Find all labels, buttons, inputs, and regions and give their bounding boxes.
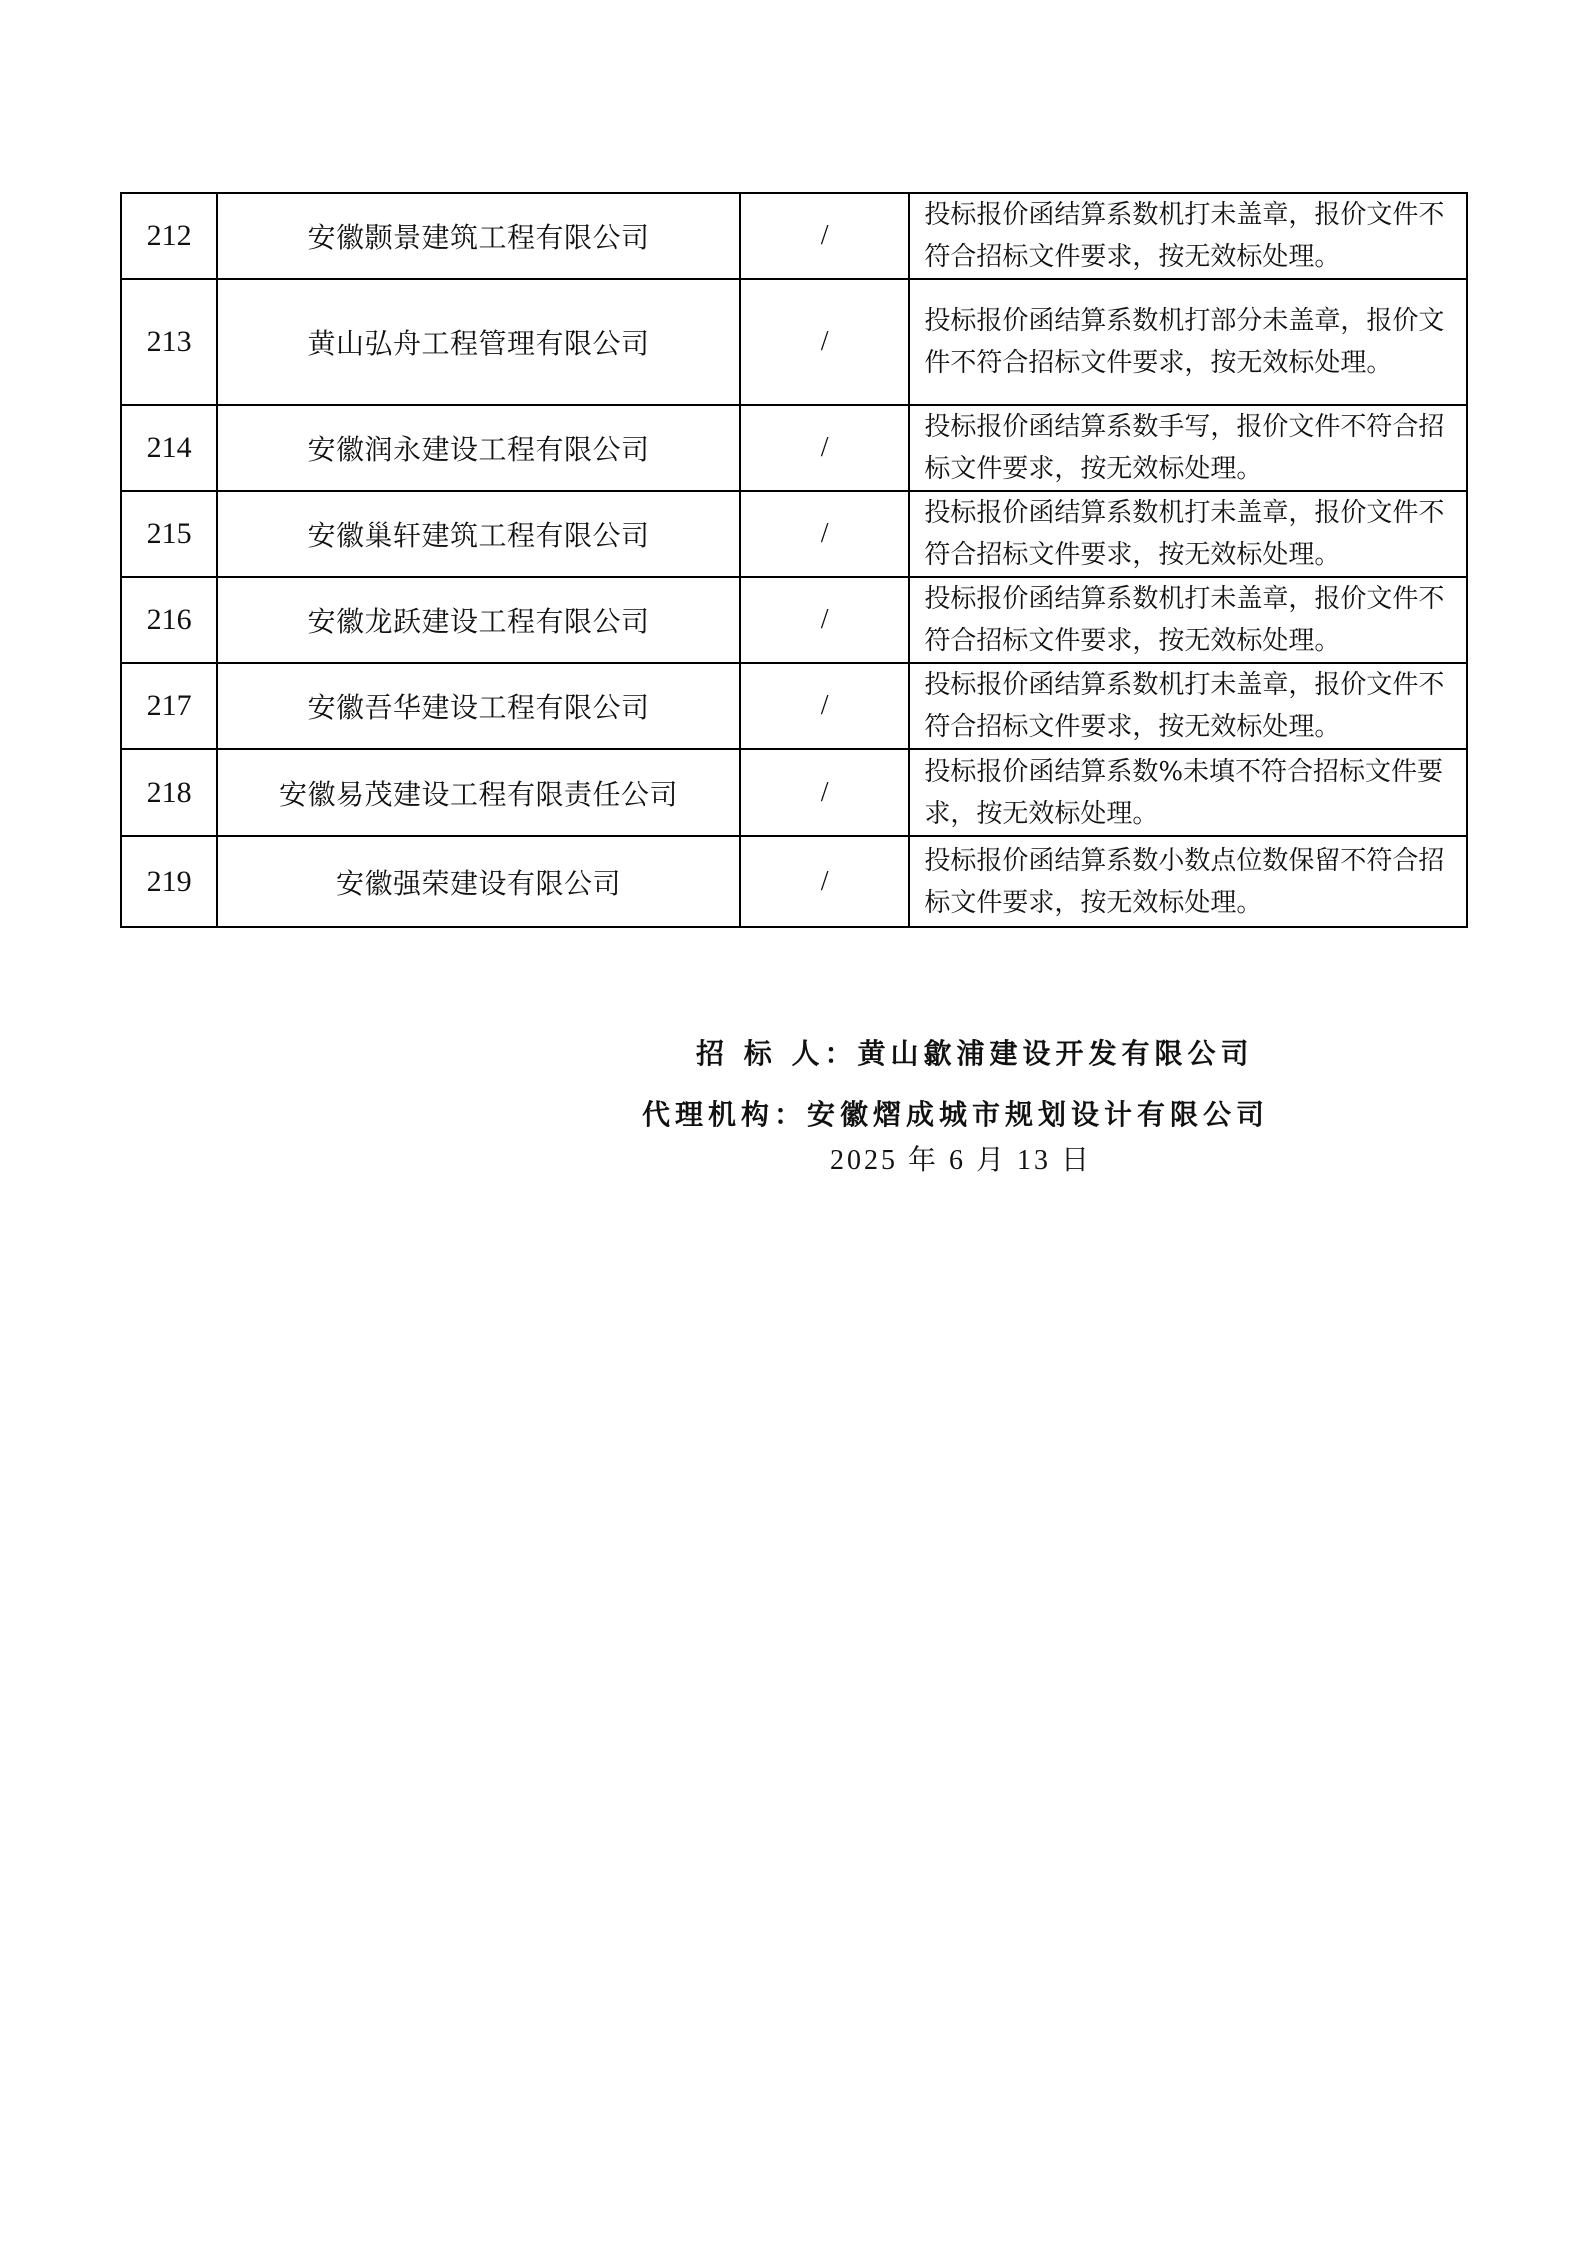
row-number: 213	[121, 279, 217, 405]
table-row	[121, 749, 1467, 836]
company-name: 安徽强荣建设有限公司	[217, 836, 740, 927]
bid-price: /	[740, 405, 910, 491]
table-row	[121, 491, 1467, 577]
table-row	[121, 836, 1467, 927]
row-number: 214	[121, 405, 217, 491]
company-name: 安徽龙跃建设工程有限公司	[217, 577, 740, 663]
invalid-bid-table	[120, 192, 1468, 928]
row-number: 212	[121, 193, 217, 279]
row-number: 216	[121, 577, 217, 663]
tenderer-line: 招 标 人：黄山歙浦建设开发有限公司	[696, 1037, 1254, 1070]
row-number: 218	[121, 749, 217, 836]
rejection-reason: 投标报价函结算系数手写，报价文件不符合招标文件要求，按无效标处理。	[909, 405, 1467, 491]
company-name: 安徽易茂建设工程有限责任公司	[217, 749, 740, 836]
rejection-reason: 投标报价函结算系数机打未盖章，报价文件不符合招标文件要求，按无效标处理。	[909, 193, 1467, 279]
company-name: 安徽颢景建筑工程有限公司	[217, 193, 740, 279]
company-name: 安徽吾华建设工程有限公司	[217, 663, 740, 749]
row-number: 219	[121, 836, 217, 927]
table-row	[121, 577, 1467, 663]
table-row	[121, 405, 1467, 491]
rejection-reason: 投标报价函结算系数机打未盖章，报价文件不符合招标文件要求，按无效标处理。	[909, 491, 1467, 577]
company-name: 安徽巢轩建筑工程有限公司	[217, 491, 740, 577]
row-number: 217	[121, 663, 217, 749]
row-number: 215	[121, 491, 217, 577]
bid-price: /	[740, 749, 910, 836]
table-body	[121, 193, 1467, 927]
bid-price: /	[740, 279, 910, 405]
company-name: 安徽润永建设工程有限公司	[217, 405, 740, 491]
bid-price: /	[740, 836, 910, 927]
rejection-reason: 投标报价函结算系数%未填不符合招标文件要求，按无效标处理。	[909, 749, 1467, 836]
rejection-reason: 投标报价函结算系数机打部分未盖章，报价文件不符合招标文件要求，按无效标处理。	[909, 279, 1467, 405]
rejection-reason: 投标报价函结算系数机打未盖章，报价文件不符合招标文件要求，按无效标处理。	[909, 663, 1467, 749]
rejection-reason: 投标报价函结算系数小数点位数保留不符合招标文件要求，按无效标处理。	[909, 836, 1467, 927]
bid-price: /	[740, 577, 910, 663]
table-row	[121, 193, 1467, 279]
bid-price: /	[740, 663, 910, 749]
date-line: 2025 年 6 月 13 日	[830, 1145, 1093, 1176]
agency-line: 代理机构：安徽熠成城市规划设计有限公司	[642, 1098, 1270, 1131]
rejection-reason: 投标报价函结算系数机打未盖章，报价文件不符合招标文件要求，按无效标处理。	[909, 577, 1467, 663]
company-name: 黄山弘舟工程管理有限公司	[217, 279, 740, 405]
bid-price: /	[740, 491, 910, 577]
bid-price: /	[740, 193, 910, 279]
table-row	[121, 279, 1467, 405]
table-row	[121, 663, 1467, 749]
